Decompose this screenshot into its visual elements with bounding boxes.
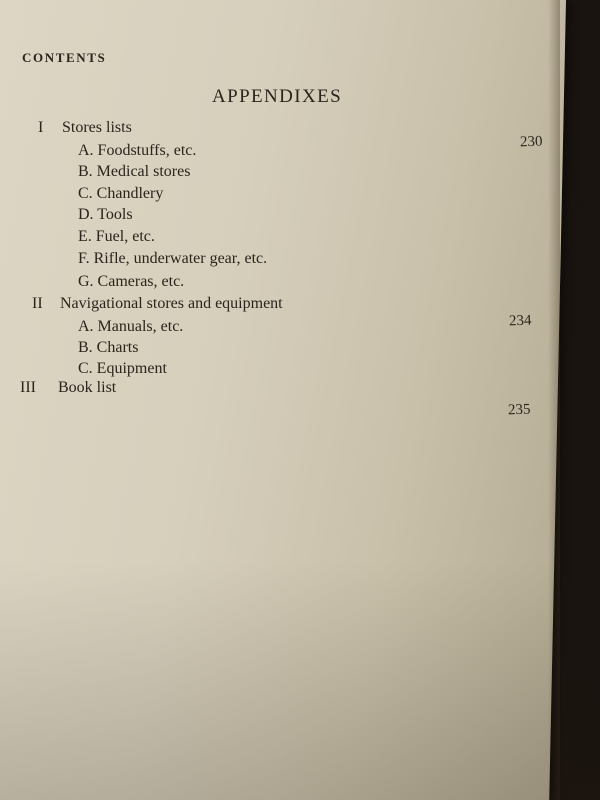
appendix-i-numeral: I <box>38 119 44 136</box>
appendix-ii-title: Navigational stores and equipment <box>60 295 283 312</box>
appendix-i-item-a: A. Foodstuffs, etc. <box>78 142 197 159</box>
appendix-ii-item-c: C. Equipment <box>78 360 167 377</box>
appendix-i-item-f: F. Rifle, underwater gear, etc. <box>78 250 268 267</box>
running-head: CONTENTS <box>22 50 107 65</box>
appendix-iii-numeral: III <box>20 379 36 396</box>
appendix-i-item-d: D. Tools <box>78 206 133 223</box>
appendix-ii-numeral: II <box>32 295 43 312</box>
appendix-i-item-e: E. Fuel, etc. <box>78 228 155 245</box>
appendix-ii-page: 234 <box>508 312 532 330</box>
appendix-ii-item-a: A. Manuals, etc. <box>78 318 184 335</box>
appendix-i-page: 230 <box>519 133 543 151</box>
appendix-iii-page: 235 <box>507 401 531 419</box>
page-edge <box>548 0 560 800</box>
appendix-i-item-b: B. Medical stores <box>78 163 191 180</box>
appendix-i-item-g: G. Cameras, etc. <box>78 273 185 290</box>
appendix-ii-item-b: B. Charts <box>78 339 139 356</box>
appendix-i-title: Stores lists <box>62 119 132 136</box>
section-title: APPENDIXES <box>212 86 343 107</box>
appendix-iii-title: Book list <box>58 379 117 396</box>
appendix-i-item-c: C. Chandlery <box>78 185 164 202</box>
